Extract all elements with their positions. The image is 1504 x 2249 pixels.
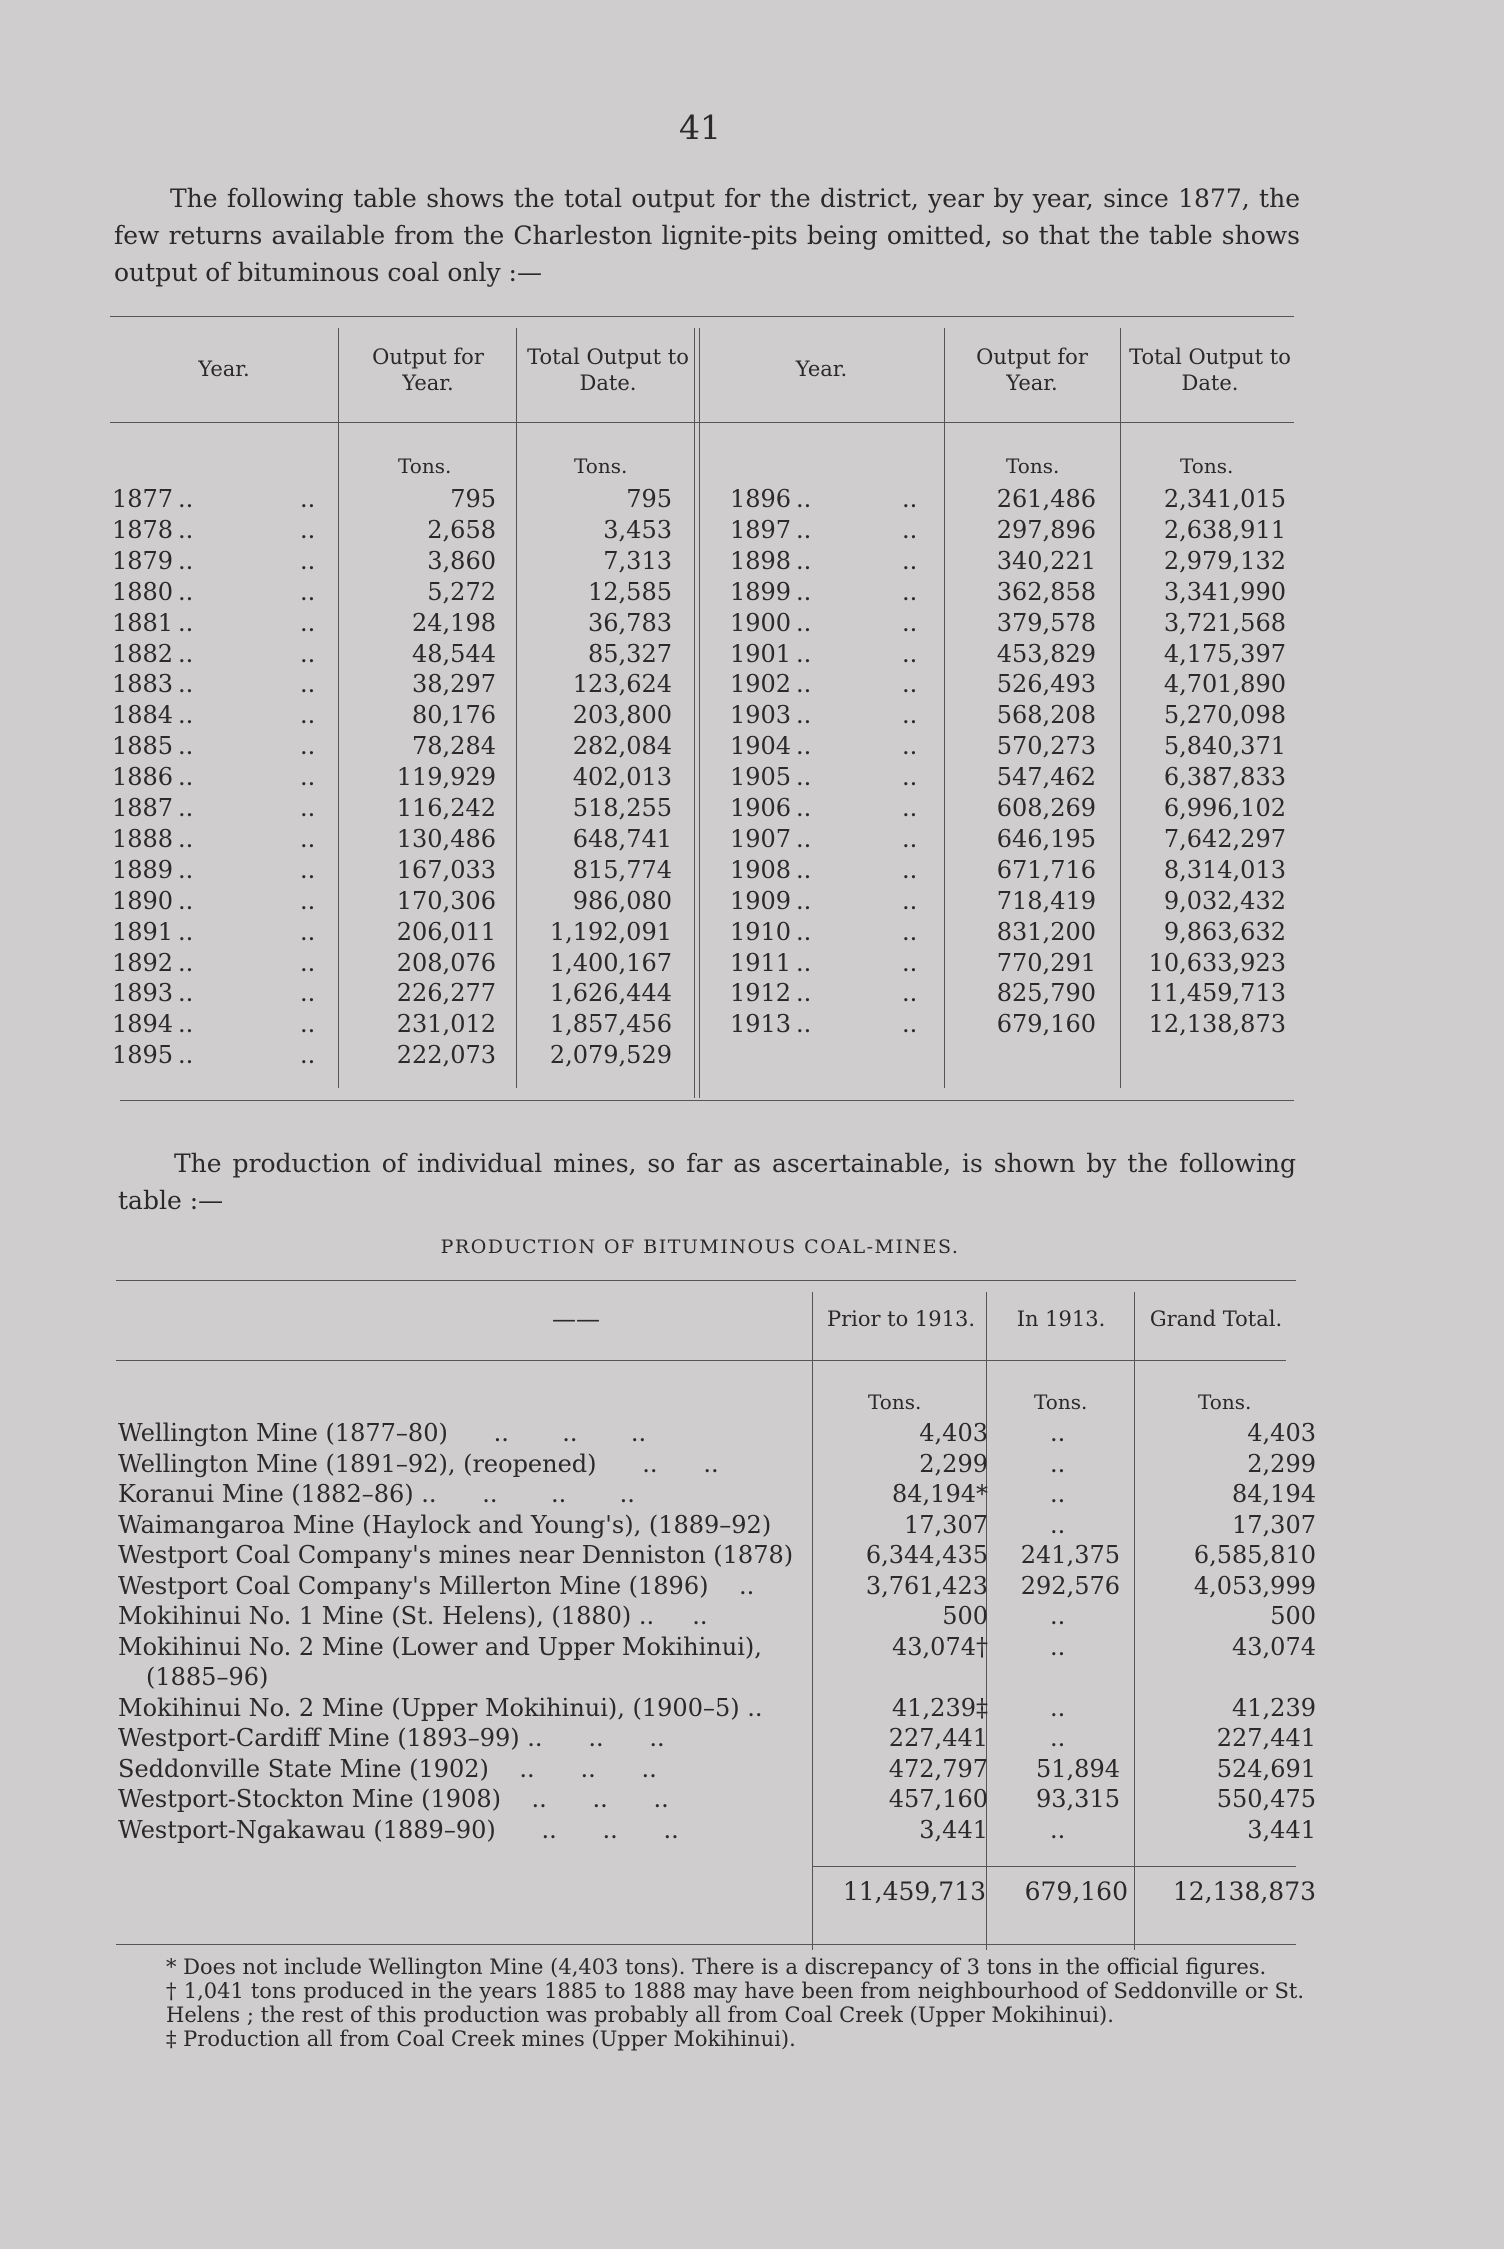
in1913-cell: .. (1050, 1693, 1066, 1722)
header-bottom-rule (110, 422, 1294, 423)
footnote: * Does not include Wellington Mine (4,403 tons). There is a discrepancy of 3 tons in the official figures. (166, 1955, 1267, 1979)
year-cell: 1900 (730, 608, 792, 637)
in1913-cell: .. (1050, 1602, 1066, 1630)
leader-dots: .. (902, 763, 918, 792)
leader-dots: .. (300, 639, 316, 668)
table-row (110, 886, 1294, 917)
output-cell: 671,716 (996, 855, 1096, 884)
output-cell: 297,896 (996, 515, 1096, 544)
year-cell: 1885 (112, 732, 174, 761)
output-cell: 226,277 (396, 979, 496, 1008)
output-cell: 831,200 (996, 917, 1096, 946)
output-cell: 222,073 (396, 1041, 496, 1070)
grand-cell: 3,441 (1247, 1815, 1316, 1844)
year-leaders: .. (178, 608, 194, 637)
table-row (110, 948, 1294, 979)
year-leaders: .. (796, 670, 812, 699)
total-cell: 2,979,132 (1163, 546, 1286, 575)
year-cell: 1904 (730, 732, 792, 761)
grand-cell: 524,691 (1216, 1754, 1316, 1783)
leader-dots: .. (902, 824, 918, 853)
leader-dots: .. (902, 979, 918, 1008)
output-cell: 453,829 (996, 639, 1096, 668)
header-name: —— (552, 1305, 600, 1333)
in1913-cell: .. (1050, 1815, 1066, 1844)
grand-cell: 43,074 (1232, 1632, 1316, 1661)
output-cell: 718,419 (996, 886, 1096, 915)
year-leaders: .. (796, 948, 812, 977)
total-cell: 648,741 (572, 824, 672, 853)
year-cell: 1906 (730, 794, 792, 822)
leader-dots: .. (300, 1010, 316, 1039)
total-cell: 4,701,890 (1163, 670, 1286, 699)
year-cell: 1899 (730, 577, 792, 606)
header-in1913: In 1913. (1016, 1307, 1106, 1331)
year-leaders: .. (796, 886, 812, 915)
output-cell: 130,486 (396, 824, 496, 853)
total-cell: 402,013 (572, 763, 672, 792)
leader-dots: .. (300, 732, 316, 761)
output-cell: 206,011 (396, 917, 496, 946)
year-cell: 1880 (112, 577, 174, 606)
mine-name: Koranui Mine (1882–86) .. .. .. .. (118, 1480, 635, 1508)
prior-cell: 472,797 (888, 1754, 988, 1783)
total-cell: 2,638,911 (1163, 515, 1286, 544)
table-row (110, 577, 1294, 608)
total-in1913: 679,160 (1024, 1877, 1128, 1906)
output-cell: 526,493 (996, 670, 1096, 699)
prior-cell: 41,239‡ (892, 1693, 988, 1722)
in1913-cell: 241,375 (1020, 1541, 1120, 1569)
leader-dots: .. (300, 577, 316, 606)
year-leaders: .. (796, 608, 812, 637)
leader-dots: .. (300, 485, 316, 513)
output-cell: 167,033 (396, 855, 496, 884)
total-cell: 5,270,098 (1163, 701, 1286, 730)
unit-label: Tons. (398, 454, 452, 478)
leader-dots: .. (300, 670, 316, 699)
total-cell: 10,633,923 (1148, 948, 1286, 977)
grand-cell: 500 (1270, 1602, 1316, 1630)
table-row (110, 546, 1294, 577)
year-leaders: .. (796, 855, 812, 884)
year-leaders: .. (178, 701, 194, 730)
output-cell: 340,221 (996, 546, 1096, 575)
year-leaders: .. (796, 639, 812, 668)
year-leaders: .. (178, 763, 194, 792)
mines-table-title: PRODUCTION OF BITUMINOUS COAL-MINES. (440, 1236, 960, 1258)
total-grand: 12,138,873 (1172, 1877, 1316, 1906)
total-cell: 7,313 (603, 546, 672, 575)
header-output-right: Output for Year. (976, 345, 1088, 395)
table-row (110, 917, 1294, 948)
year-cell: 1890 (112, 886, 174, 915)
leader-dots: .. (300, 546, 316, 575)
total-cell: 8,314,013 (1163, 855, 1286, 884)
prior-cell: 3,761,423 (865, 1571, 988, 1600)
year-leaders: .. (178, 948, 194, 977)
table-bottom-rule (120, 1100, 1294, 1101)
mine-name: Waimangaroa Mine (Haylock and Young's), (1889–92) (118, 1510, 772, 1539)
leader-dots: .. (300, 515, 316, 544)
unit-label: Tons. (574, 454, 628, 478)
output-table (110, 316, 1294, 1096)
mine-name: Westport-Ngakawau (1889–90) .. .. .. (118, 1815, 679, 1844)
footnote: ‡ Production all from Coal Creek mines (Upper Mokihinui). (166, 2027, 796, 2051)
header-total-left: Total Output to Date. (527, 345, 689, 395)
leader-dots: .. (300, 794, 316, 822)
year-leaders: .. (178, 732, 194, 761)
output-cell: 379,578 (996, 608, 1096, 637)
output-cell: 646,195 (996, 824, 1096, 853)
year-cell: 1881 (112, 608, 174, 637)
leader-dots: .. (902, 639, 918, 668)
total-cell: 3,453 (603, 515, 672, 544)
year-leaders: .. (178, 485, 194, 513)
table-row (110, 978, 1294, 1009)
col-divider (1134, 1292, 1135, 1950)
output-cell: 679,160 (996, 1010, 1096, 1039)
year-leaders: .. (178, 1041, 194, 1070)
intro-paragraph-text: The following table shows the total output for the district, year by year, since 1877, the few returns available from the Charleston lignite-pits being omitted, so that the table shows output of bituminous coal only :— (114, 184, 1300, 287)
year-leaders: .. (796, 546, 812, 575)
year-leaders: .. (796, 732, 812, 761)
table-row (110, 669, 1294, 700)
leader-dots: .. (902, 855, 918, 884)
year-cell: 1894 (112, 1010, 174, 1039)
total-cell: 1,626,444 (549, 979, 672, 1008)
mine-name: Mokihinui No. 1 Mine (St. Helens), (1880) .. .. (118, 1602, 708, 1630)
table-row (110, 731, 1294, 762)
leader-dots: .. (300, 917, 316, 946)
output-cell: 608,269 (996, 794, 1096, 822)
total-cell: 203,800 (572, 701, 672, 730)
year-cell: 1910 (730, 917, 792, 946)
in1913-cell: 51,894 (1036, 1754, 1120, 1783)
output-cell: 2,658 (427, 515, 496, 544)
prior-cell: 6,344,435 (865, 1541, 988, 1569)
year-leaders: .. (796, 701, 812, 730)
leader-dots: .. (300, 886, 316, 915)
output-cell: 261,486 (996, 485, 1096, 513)
year-cell: 1898 (730, 546, 792, 575)
year-cell: 1896 (730, 485, 792, 513)
table-row (110, 639, 1294, 670)
leader-dots: .. (902, 732, 918, 761)
mines-table (116, 1280, 1316, 1950)
year-leaders: .. (178, 1010, 194, 1039)
output-cell: 24,198 (412, 608, 496, 637)
year-cell: 1878 (112, 515, 174, 544)
year-leaders: .. (178, 886, 194, 915)
mines-paragraph-text: The production of individual mines, so far as ascertainable, is shown by the following table :— (118, 1149, 1296, 1215)
mine-name: Mokihinui No. 2 Mine (Lower and Upper Mokihinui), (118, 1632, 762, 1661)
leader-dots: .. (300, 608, 316, 637)
total-rule (812, 1866, 1296, 1867)
leader-dots: .. (300, 824, 316, 853)
table-row (110, 484, 1294, 515)
leader-dots: .. (902, 515, 918, 544)
in1913-cell: .. (1050, 1449, 1066, 1478)
year-leaders: .. (178, 824, 194, 853)
leader-dots: .. (902, 577, 918, 606)
year-leaders: .. (178, 794, 194, 822)
leader-dots: .. (902, 886, 918, 915)
year-leaders: .. (796, 515, 812, 544)
year-leaders: .. (178, 639, 194, 668)
output-cell: 116,242 (396, 794, 496, 822)
year-cell: 1911 (730, 948, 792, 977)
year-cell: 1907 (730, 824, 792, 853)
mine-name: Mokihinui No. 2 Mine (Upper Mokihinui), (1900–5) .. (118, 1693, 763, 1722)
table-top-rule (116, 1280, 1296, 1281)
mine-name: Westport Coal Company's mines near Denniston (1878) (118, 1541, 794, 1569)
year-leaders: .. (178, 979, 194, 1008)
year-leaders: .. (796, 794, 812, 822)
total-cell: 1,857,456 (549, 1010, 672, 1039)
mine-name: Seddonville State Mine (1902) .. .. .. (118, 1754, 657, 1783)
year-cell: 1905 (730, 763, 792, 792)
unit-label: Tons. (1034, 1390, 1088, 1414)
in1913-cell: .. (1050, 1632, 1066, 1661)
year-cell: 1897 (730, 515, 792, 544)
mine-name-continued: (1885–96) (146, 1662, 269, 1691)
output-cell: 208,076 (396, 948, 496, 977)
leader-dots: .. (902, 794, 918, 822)
unit-label: Tons. (1180, 454, 1234, 478)
mine-name: Westport-Stockton Mine (1908) .. .. .. (118, 1785, 669, 1813)
mine-name: Westport Coal Company's Millerton Mine (1896) .. (118, 1571, 755, 1600)
year-leaders: .. (796, 979, 812, 1008)
total-cell: 2,341,015 (1163, 485, 1286, 513)
total-cell: 11,459,713 (1148, 979, 1286, 1008)
prior-cell: 3,441 (919, 1815, 988, 1844)
prior-cell: 84,194* (892, 1480, 988, 1508)
output-cell: 362,858 (996, 577, 1096, 606)
year-cell: 1895 (112, 1041, 174, 1070)
output-cell: 78,284 (412, 732, 496, 761)
output-cell: 48,544 (412, 639, 496, 668)
total-cell: 4,175,397 (1163, 639, 1286, 668)
output-cell: 770,291 (996, 948, 1096, 977)
in1913-cell: 292,576 (1020, 1571, 1120, 1600)
grand-cell: 6,585,810 (1193, 1541, 1316, 1569)
total-cell: 6,387,833 (1163, 763, 1286, 792)
output-cell: 568,208 (996, 701, 1096, 730)
year-cell: 1903 (730, 701, 792, 730)
output-cell: 3,860 (427, 546, 496, 575)
grand-cell: 17,307 (1232, 1510, 1316, 1539)
total-cell: 5,840,371 (1163, 732, 1286, 761)
output-cell: 231,012 (396, 1010, 496, 1039)
total-cell: 12,138,873 (1148, 1010, 1286, 1039)
leader-dots: .. (902, 701, 918, 730)
mine-name: Wellington Mine (1891–92), (reopened) .. .. (118, 1449, 719, 1478)
header-bottom-rule (116, 1360, 1286, 1361)
in1913-cell: .. (1050, 1724, 1066, 1752)
leader-dots: .. (902, 608, 918, 637)
prior-cell: 457,160 (888, 1785, 988, 1813)
year-cell: 1893 (112, 979, 174, 1008)
leader-dots: .. (902, 485, 918, 513)
grand-cell: 227,441 (1216, 1724, 1316, 1752)
output-cell: 170,306 (396, 886, 496, 915)
unit-label: Tons. (1006, 454, 1060, 478)
in1913-cell: .. (1050, 1480, 1066, 1508)
total-cell: 9,863,632 (1163, 917, 1286, 946)
total-cell: 2,079,529 (549, 1041, 672, 1070)
page-number: 41 (679, 108, 721, 147)
table-row (110, 700, 1294, 731)
prior-cell: 227,441 (888, 1724, 988, 1752)
footnote: † 1,041 tons produced in the years 1885 to 1888 may have been from neighbourhood of Seddonville or St. Helens ; the rest of this production was probably all from Coal Creek (Upper Mokihinui). (166, 1979, 1304, 2027)
table-row (110, 1040, 1294, 1071)
table-row (110, 608, 1294, 639)
table-row (110, 793, 1294, 824)
leader-dots: .. (902, 670, 918, 699)
total-prior: 11,459,713 (842, 1877, 986, 1906)
output-cell: 547,462 (996, 763, 1096, 792)
leader-dots: .. (300, 701, 316, 730)
output-cell: 795 (450, 485, 496, 513)
grand-cell: 2,299 (1247, 1449, 1316, 1478)
header-grand: Grand Total. (1149, 1307, 1283, 1331)
total-cell: 6,996,102 (1163, 794, 1286, 822)
year-cell: 1882 (112, 639, 174, 668)
unit-label: Tons. (1198, 1390, 1252, 1414)
total-cell: 7,642,297 (1163, 824, 1286, 853)
output-cell: 570,273 (996, 732, 1096, 761)
leader-dots: .. (300, 1041, 316, 1070)
total-cell: 815,774 (572, 855, 672, 884)
leader-dots: .. (902, 948, 918, 977)
year-cell: 1889 (112, 855, 174, 884)
year-cell: 1884 (112, 701, 174, 730)
total-cell: 1,192,091 (549, 917, 672, 946)
total-cell: 85,327 (588, 639, 672, 668)
leader-dots: .. (300, 979, 316, 1008)
table-row (110, 855, 1294, 886)
output-cell: 80,176 (412, 701, 496, 730)
year-cell: 1892 (112, 948, 174, 977)
year-leaders: .. (178, 546, 194, 575)
mine-name: Wellington Mine (1877–80) .. .. .. (118, 1419, 647, 1447)
prior-cell: 500 (942, 1602, 988, 1630)
output-cell: 825,790 (996, 979, 1096, 1008)
year-leaders: .. (796, 577, 812, 606)
year-cell: 1891 (112, 917, 174, 946)
year-leaders: .. (796, 485, 812, 513)
year-cell: 1909 (730, 886, 792, 915)
year-leaders: .. (178, 917, 194, 946)
year-cell: 1877 (112, 485, 174, 513)
year-leaders: .. (796, 1010, 812, 1039)
footnotes (118, 1955, 1304, 2051)
year-leaders: .. (178, 515, 194, 544)
total-cell: 282,084 (572, 732, 672, 761)
year-cell: 1913 (730, 1010, 792, 1039)
year-leaders: .. (178, 855, 194, 884)
output-cell: 5,272 (427, 577, 496, 606)
grand-cell: 41,239 (1232, 1693, 1316, 1722)
in1913-cell: .. (1050, 1419, 1066, 1447)
leader-dots: .. (300, 763, 316, 792)
total-cell: 123,624 (572, 670, 672, 699)
total-cell: 9,032,432 (1163, 886, 1286, 915)
prior-cell: 17,307 (904, 1510, 988, 1539)
table-row (110, 1009, 1294, 1040)
header-output-left: Output for Year. (372, 345, 484, 395)
mines-paragraph (118, 1145, 1296, 1219)
in1913-cell: .. (1050, 1510, 1066, 1539)
year-cell: 1886 (112, 763, 174, 792)
in1913-cell: 93,315 (1036, 1785, 1120, 1813)
table-row (110, 762, 1294, 793)
total-cell: 795 (626, 485, 672, 513)
leader-dots: .. (902, 917, 918, 946)
header-total-right: Total Output to Date. (1129, 345, 1291, 395)
prior-cell: 4,403 (919, 1419, 988, 1447)
header-prior: Prior to 1913. (826, 1307, 976, 1331)
intro-paragraph (114, 180, 1300, 291)
year-cell: 1888 (112, 824, 174, 853)
year-cell: 1908 (730, 855, 792, 884)
year-leaders: .. (796, 763, 812, 792)
unit-label: Tons. (868, 1390, 922, 1414)
year-cell: 1912 (730, 979, 792, 1008)
total-cell: 3,341,990 (1163, 577, 1286, 606)
table-row (110, 515, 1294, 546)
total-cell: 36,783 (588, 608, 672, 637)
total-cell: 1,400,167 (549, 948, 672, 977)
output-cell: 119,929 (396, 763, 496, 792)
leader-dots: .. (902, 546, 918, 575)
grand-cell: 84,194 (1232, 1480, 1316, 1508)
prior-cell: 43,074† (892, 1632, 988, 1661)
grand-cell: 4,053,999 (1193, 1571, 1316, 1600)
year-leaders: .. (796, 917, 812, 946)
year-cell: 1901 (730, 639, 792, 668)
total-cell: 3,721,568 (1163, 608, 1286, 637)
total-cell: 986,080 (572, 886, 672, 915)
header-year-right: Year. (795, 357, 848, 381)
leader-dots: .. (902, 1010, 918, 1039)
year-cell: 1883 (112, 670, 174, 699)
leader-dots: .. (300, 948, 316, 977)
output-cell: 38,297 (412, 670, 496, 699)
table-top-rule (110, 316, 1294, 317)
year-cell: 1879 (112, 546, 174, 575)
table-row (110, 824, 1294, 855)
total-cell: 518,255 (572, 794, 672, 822)
year-leaders: .. (178, 670, 194, 699)
grand-cell: 4,403 (1247, 1419, 1316, 1447)
header-year-left: Year. (198, 357, 250, 381)
table-bottom-rule (116, 1944, 1296, 1945)
year-cell: 1902 (730, 670, 792, 699)
year-cell: 1887 (112, 794, 174, 822)
leader-dots: .. (300, 855, 316, 884)
total-cell: 12,585 (588, 577, 672, 606)
year-leaders: .. (178, 577, 194, 606)
mine-name: Westport-Cardiff Mine (1893–99) .. .. .. (118, 1724, 665, 1752)
col-divider (812, 1292, 813, 1950)
prior-cell: 2,299 (919, 1449, 988, 1478)
year-leaders: .. (796, 824, 812, 853)
grand-cell: 550,475 (1216, 1785, 1316, 1813)
